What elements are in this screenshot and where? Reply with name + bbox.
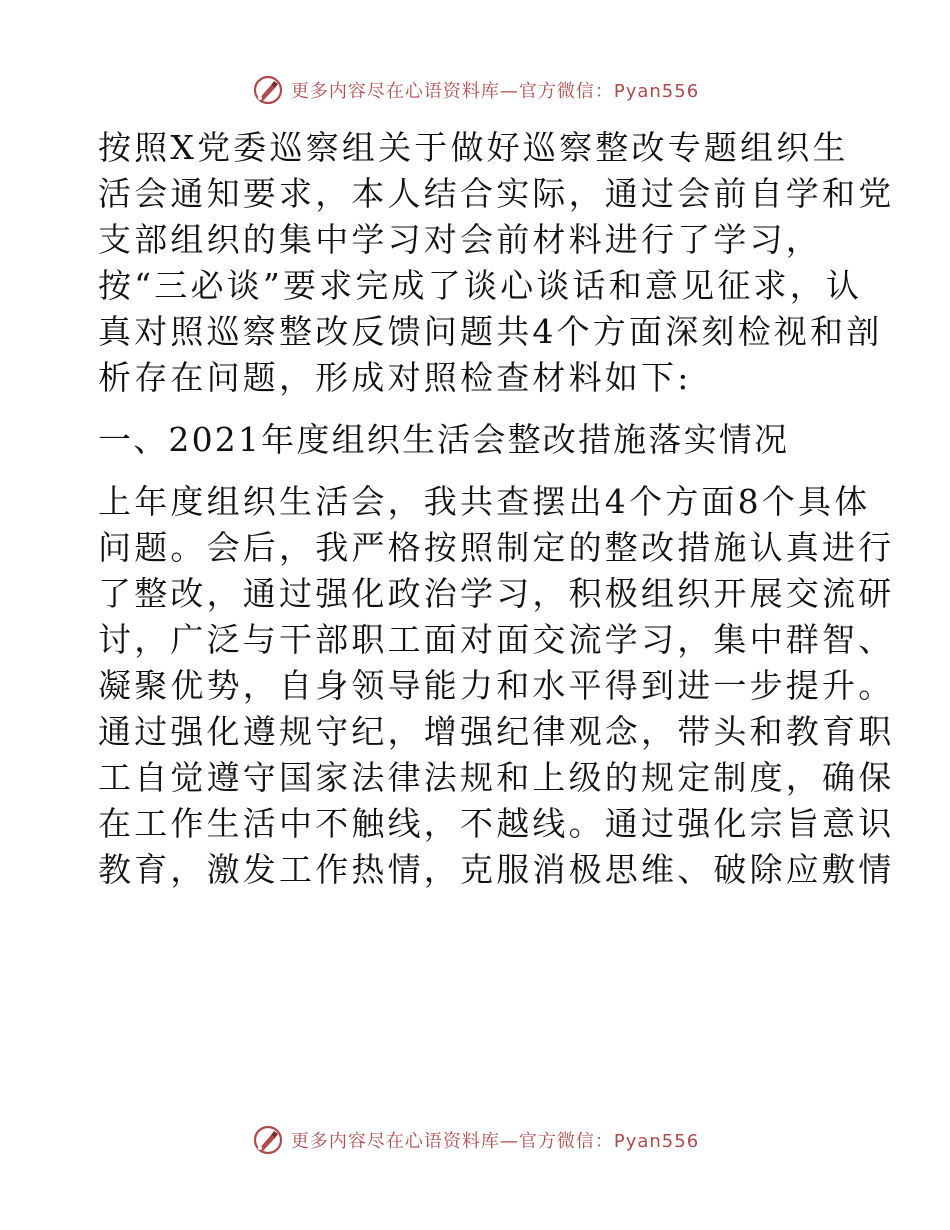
watermark-text: 更多内容尽在心语资料库—官方微信：Pyan556 (290, 81, 700, 102)
paragraph-line: 工自觉遵守国家法律法规和上级的规定制度，确保 (98, 758, 895, 797)
pen-logo-icon (251, 73, 285, 107)
paragraph-line: 了整改，通过强化政治学习，积极组织开展交流研 (98, 574, 895, 613)
paragraph-line: 按照X党委巡察组关于做好巡察整改专题组织生 (98, 128, 849, 167)
section-heading: 一、2021年度组织生活会整改措施落实情况 (98, 420, 790, 459)
paragraph-line: 凝聚优势，自身领导能力和水平得到进一步提升。 (98, 666, 895, 705)
paragraph-line: 问题。会后，我严格按照制定的整改措施认真进行 (98, 528, 895, 567)
intro-paragraph (98, 125, 895, 401)
paragraph-line: 按“三必谈”要求完成了谈心谈话和意见征求，认 (98, 266, 863, 305)
paragraph-line: 教育，激发工作热情，克服消极思维、破除应敷情 (98, 850, 895, 889)
watermark-text: 更多内容尽在心语资料库—官方微信：Pyan556 (290, 1131, 700, 1152)
paragraph-line: 真对照巡察整改反馈问题共4个方面深刻检视和剖 (98, 312, 883, 351)
paragraph-line: 通过强化遵规守纪，增强纪律观念，带头和教育职 (98, 712, 895, 751)
paragraph-line: 支部组织的集中学习对会前材料进行了学习， (98, 220, 822, 259)
document-body (98, 125, 895, 893)
pen-logo-icon (251, 1123, 285, 1157)
paragraph-line: 上年度组织生活会，我共查摆出4个方面8个具体 (98, 482, 871, 521)
watermark-footer (0, 1120, 950, 1160)
body-paragraph (98, 479, 895, 893)
paragraph-line: 讨，广泛与干部职工面对面交流学习，集中群智、 (98, 620, 895, 659)
paragraph-line: 析存在问题，形成对照检查材料如下: (98, 358, 692, 397)
watermark-header (0, 70, 950, 110)
paragraph-line: 在工作生活中不触线，不越线。通过强化宗旨意识 (98, 804, 895, 843)
paragraph-line: 活会通知要求，本人结合实际，通过会前自学和党 (98, 174, 895, 213)
